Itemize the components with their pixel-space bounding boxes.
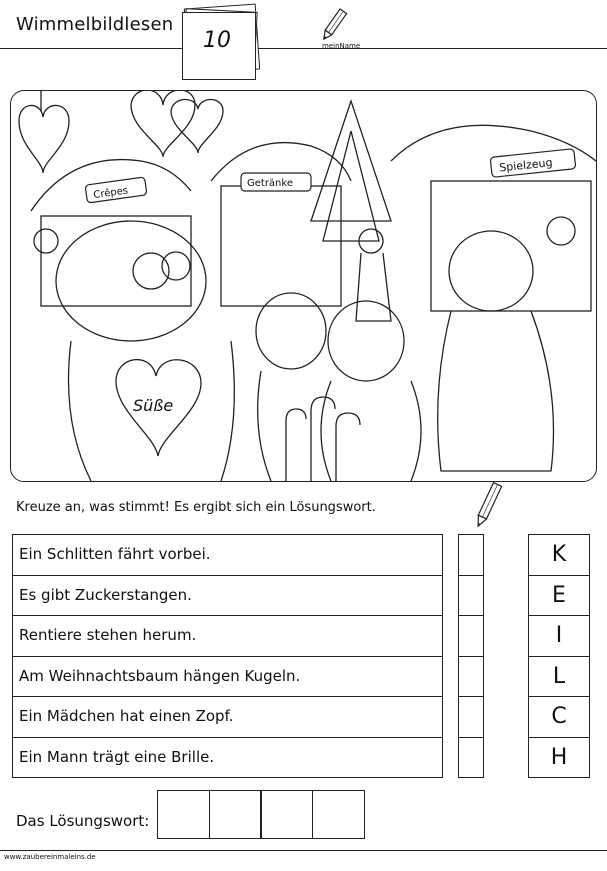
solution-letter: E xyxy=(529,576,589,617)
answer-checkbox[interactable] xyxy=(459,576,483,617)
task-instruction: Kreuze an, was stimmt! Es ergibt sich ein Lösungswort. xyxy=(16,500,376,515)
solution-letter: I xyxy=(529,616,589,657)
letter-column xyxy=(528,534,590,778)
solution-box[interactable] xyxy=(260,790,313,839)
statement-row: Ein Schlitten fährt vorbei. xyxy=(13,535,442,576)
sign-crepes: Crêpes xyxy=(92,185,129,202)
answer-checkbox[interactable] xyxy=(459,616,483,657)
solution-letter: L xyxy=(529,657,589,698)
statement-row: Ein Mann trägt eine Brille. xyxy=(19,747,215,766)
statement-row: Am Weihnachtsbaum hängen Kugeln. xyxy=(13,657,442,698)
solution-word-boxes xyxy=(157,790,363,839)
statement-row: Rentiere stehen herum. xyxy=(13,616,442,657)
solution-box[interactable] xyxy=(312,790,365,839)
statement-row: Ein Mädchen hat einen Zopf. xyxy=(13,697,442,738)
page-number: 10 xyxy=(203,28,231,53)
solution-letter: C xyxy=(529,697,589,738)
footer-divider xyxy=(0,850,607,851)
solution-letter: K xyxy=(529,535,589,576)
name-label: meinName xyxy=(322,42,361,50)
answer-checkbox[interactable] xyxy=(459,657,483,698)
solution-box[interactable] xyxy=(209,790,262,839)
answer-checkbox[interactable] xyxy=(459,738,483,778)
sign-getraenke: Getränke xyxy=(247,178,293,189)
footer-url: www.zaubereinmaleins.de xyxy=(4,853,96,861)
answer-checkbox[interactable] xyxy=(459,535,483,576)
solution-word-label: Das Lösungswort: xyxy=(16,812,150,830)
solution-letter: H xyxy=(550,744,568,770)
answer-checkbox[interactable] xyxy=(459,697,483,738)
statement-list xyxy=(12,534,443,778)
header-divider xyxy=(0,48,607,49)
page-number-card-stack xyxy=(180,6,262,80)
worksheet-title: Wimmelbildlesen xyxy=(16,14,174,35)
sign-spielzeug: Spielzeug xyxy=(498,156,554,175)
heart-sign-text: Süße xyxy=(133,396,174,415)
christmas-market-illustration xyxy=(10,90,597,482)
pencil-icon xyxy=(472,480,502,536)
checkbox-column xyxy=(458,534,484,778)
solution-box[interactable] xyxy=(157,790,210,839)
statement-row: Es gibt Zuckerstangen. xyxy=(13,576,442,617)
